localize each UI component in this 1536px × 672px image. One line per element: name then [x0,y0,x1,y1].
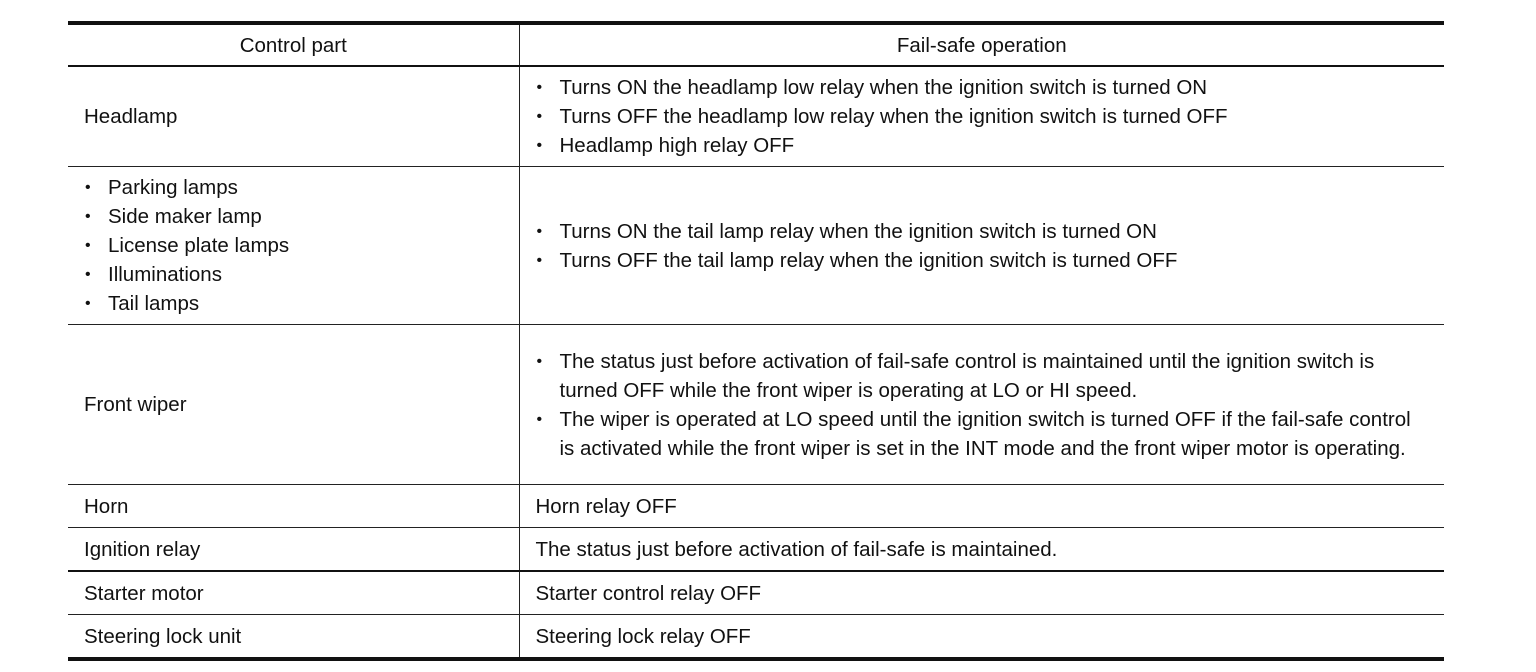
bullet-glyph: • [536,108,543,125]
control-part-cell [68,167,519,325]
operation-list [536,347,1429,463]
bullet-glyph: • [85,179,91,196]
fail-safe-operation-cell [519,325,1444,485]
fail-safe-operation-cell: Steering lock relay OFF [519,615,1444,660]
operation-text: Turns ON the tail lamp relay when the ignition switch is turned ON [559,219,1157,243]
table-row [68,485,1444,528]
bullet-glyph: • [85,266,91,283]
control-part-cell: Steering lock unit [68,615,519,660]
control-part-cell: Starter motor [68,571,519,615]
control-part-text: Tail lamps [108,292,200,315]
control-part-cell: Horn [68,485,519,528]
operation-list [536,73,1429,160]
control-part-text: Illuminations [108,263,222,286]
list-item [84,289,503,318]
list-item [536,131,1429,160]
header-fail-safe-operation: Fail-safe operation [519,23,1444,66]
fail-safe-operation-cell: The status just before activation of fail-safe is maintained. [519,528,1444,572]
fail-safe-operation-cell: Horn relay OFF [519,485,1444,528]
list-item [536,102,1429,131]
operation-text: Turns ON the headlamp low relay when the ignition switch is turned ON [559,76,1208,99]
bullet-glyph: • [536,79,543,96]
control-part-cell: Headlamp [68,66,519,167]
fail-safe-table [68,21,1444,661]
operation-text: Turns OFF the tail lamp relay when the ignition switch is turned OFF [559,248,1178,272]
list-item [536,405,1429,463]
control-part-text: Side maker lamp [108,205,262,228]
table-row [68,571,1444,615]
operation-text: The status just before activation of fail-safe control is maintained until the ignition switch is turned OFF while the front wiper is operating at LO or HI speed. [559,349,1375,402]
table-header-row [68,23,1444,66]
bullet-glyph: • [85,208,91,225]
operation-list [536,217,1429,275]
fail-safe-operation-cell: Starter control relay OFF [519,571,1444,615]
control-part-list [84,173,503,318]
operation-text: Turns OFF the headlamp low relay when the ignition switch is turned OFF [559,105,1228,128]
bullet-glyph: • [536,352,543,370]
bullet-glyph: • [536,222,543,240]
table-row [68,615,1444,660]
list-item [84,173,503,202]
fail-safe-operation-cell [519,66,1444,167]
operation-text: The wiper is operated at LO speed until the ignition switch is turned OFF if the fail-safe control is activated while the front wiper is set in the INT mode and the front wiper motor is operating. [559,407,1411,460]
list-item [84,202,503,231]
table-row [68,325,1444,485]
list-item [84,231,503,260]
header-control-part: Control part [68,23,519,66]
control-part-cell: Front wiper [68,325,519,485]
list-item [536,347,1429,405]
list-item [536,73,1429,102]
bullet-glyph: • [536,410,543,428]
list-item [536,217,1429,246]
table-row [68,66,1444,167]
bullet-glyph: • [85,237,91,254]
table-row [68,167,1444,325]
fail-safe-operation-cell [519,167,1444,325]
bullet-glyph: • [536,137,543,154]
operation-text: Headlamp high relay OFF [559,134,795,157]
bullet-glyph: • [536,251,543,269]
table-row [68,528,1444,572]
list-item [536,246,1429,275]
control-part-cell: Ignition relay [68,528,519,572]
list-item [84,260,503,289]
control-part-text: Parking lamps [108,176,238,199]
control-part-text: License plate lamps [108,234,290,257]
bullet-glyph: • [85,295,91,312]
